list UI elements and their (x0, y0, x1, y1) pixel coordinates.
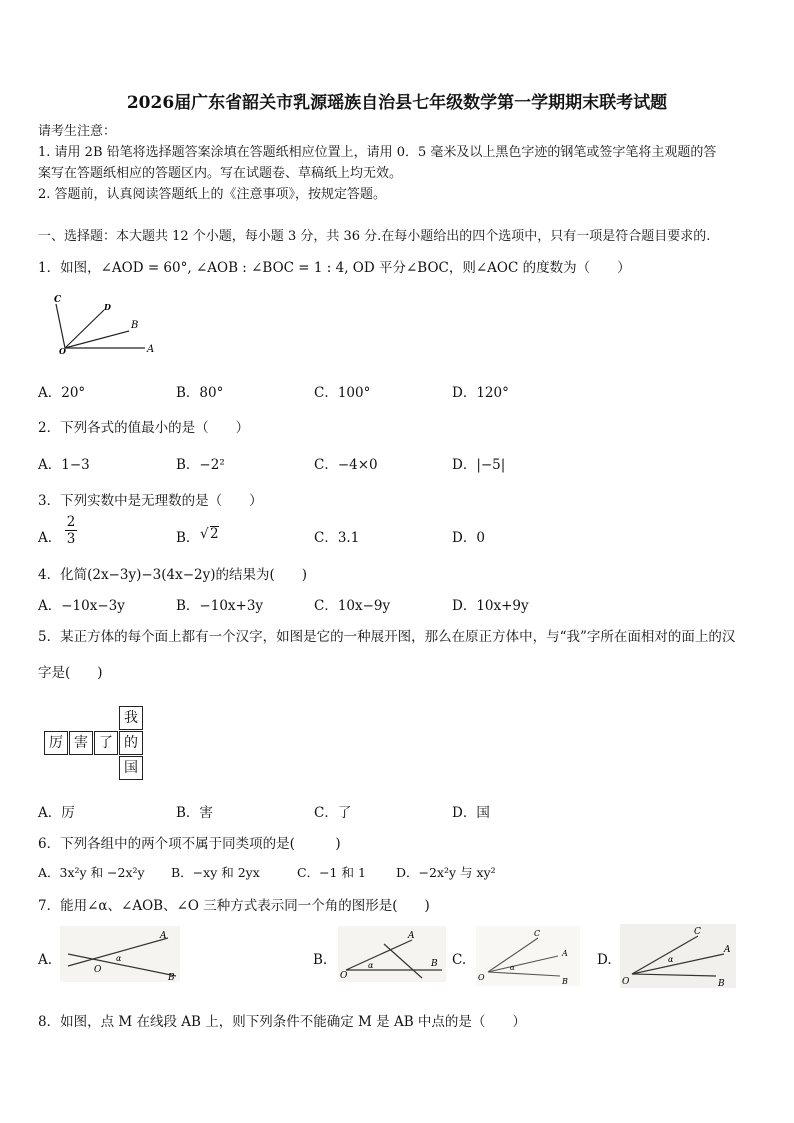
q7a-label-a: A (160, 931, 167, 941)
q7d-label-o: O (622, 977, 630, 987)
q4-option-b: B．−10x+3y (176, 598, 264, 614)
q6-option-c: C．−1 和 1 (297, 865, 366, 880)
q3-stem: 3．下列实数中是无理数的是（ ） (38, 493, 263, 509)
q6-option-d: D．−2x²y 与 xy² (396, 865, 496, 880)
q7-option-b-label: B. (313, 952, 328, 968)
q7b-label-a: A (408, 931, 415, 941)
q3-option-a-fraction (65, 514, 77, 547)
q7b-label-b: B (431, 959, 438, 969)
q1-angle-figure (40, 290, 170, 358)
q7-figure-a (60, 926, 180, 982)
q7-figure-d (620, 924, 736, 988)
net-cell-le: 了 (94, 731, 118, 755)
q4-option-d: D．10x+9y (452, 598, 529, 614)
q5-option-a: A．厉 (38, 805, 75, 821)
q6-stem: 6．下列各组中的两个项不属于同类项的是( ) (38, 836, 341, 852)
q3-option-b-label: B． (176, 530, 200, 546)
q3-option-a-label: A． (38, 530, 62, 546)
q1-label-o: O (59, 346, 66, 356)
net-cell-li: 厉 (44, 731, 68, 755)
q7c-label-a: A (562, 949, 568, 958)
q5-cube-net (44, 706, 148, 782)
q1-stem: 1．如图，∠AOD = 60°, ∠AOB : ∠BOC = 1 : 4, OD 平分∠BOC，则∠AOC 的度数为（ ） (38, 260, 631, 276)
q1-label-d: D (104, 302, 111, 312)
q7d-label-alpha: α (668, 955, 674, 964)
q7c-label-o: O (478, 973, 485, 982)
q6-option-b: B．−xy 和 2yx (171, 865, 260, 880)
q7b-label-alpha: α (368, 961, 374, 970)
q5-stem-line-1: 5．某正方体的每个面上都有一个汉字，如图是它的一种展开图，那么在原正方体中，与“我”字所在面相对的面上的汉 (38, 629, 736, 645)
q2-option-d: D．|−5| (452, 457, 506, 473)
q6-option-a: A．3x²y 和 −2x²y (38, 865, 145, 880)
q1-option-b: B．80° (176, 385, 224, 401)
q7a-label-b: B (168, 973, 175, 982)
q4-option-c: C．10x−9y (314, 598, 391, 614)
q7d-label-a: A (724, 945, 731, 955)
q5-stem-line-2: 字是( ) (38, 665, 103, 681)
q7c-label-alpha: α (510, 964, 515, 972)
q7-option-d-label: D. (597, 952, 612, 968)
q5-option-c: C．了 (314, 805, 352, 821)
net-cell-wo: 我 (119, 706, 143, 730)
q7b-label-o: O (340, 971, 348, 981)
q7-figure-c (476, 926, 580, 986)
q1-label-b: B (131, 320, 139, 331)
q2-option-c: C．−4×0 (314, 457, 378, 473)
q3-sqrt-radicand: 2 (210, 526, 219, 542)
q7c-label-b: B (562, 977, 568, 986)
q3-fraction-numerator: 2 (66, 514, 76, 530)
q7-option-c-label: C. (452, 952, 467, 968)
q7-option-a-label: A. (38, 952, 53, 968)
q4-stem: 4．化简(2x−3y)−3(4x−2y)的结果为( ) (38, 567, 308, 583)
q7a-label-o: O (94, 965, 102, 975)
q7d-label-c: C (694, 927, 701, 937)
net-cell-guo: 国 (119, 756, 143, 780)
q7c-label-c: C (534, 929, 541, 938)
q3-fraction-denominator: 3 (66, 531, 76, 547)
notice-line-1a: 1. 请用 2B 铅笔将选择题答案涂填在答题纸相应位置上，请用 0．5 毫米及以上黑色字迹的钢笔或签字笔将主观题的答 (38, 145, 717, 160)
page-title: 2026届广东省韶关市乳源瑶族自治县七年级数学第一学期期末联考试题 (126, 93, 668, 113)
q5-option-b: B．害 (176, 805, 213, 821)
q4-option-a: A．−10x−3y (38, 598, 125, 614)
q5-option-d: D．国 (452, 805, 490, 821)
q7-figure-b (338, 926, 446, 982)
q7d-label-b: B (718, 979, 725, 988)
q2-option-a: A．1−3 (38, 457, 90, 473)
q1-option-a: A．20° (38, 385, 86, 401)
q1-label-c: C (54, 295, 62, 305)
q7a-label-alpha: α (116, 954, 122, 963)
q7-stem: 7．能用∠α、∠AOB、∠O 三种方式表示同一个角的图形是( ) (38, 898, 430, 914)
q2-option-b: B．−2² (176, 457, 225, 473)
q2-stem: 2．下列各式的值最小的是（ ） (38, 420, 250, 436)
q1-option-d: D．120° (452, 385, 509, 401)
notice-heading: 请考生注意： (38, 124, 117, 139)
net-cell-de: 的 (119, 731, 143, 755)
q3-option-d: D．0 (452, 530, 485, 546)
notice-line-1b: 案写在答题纸相应的答题区内。写在试题卷、草稿纸上均无效。 (38, 166, 403, 181)
q8-stem: 8．如图，点 M 在线段 AB 上，则下列条件不能确定 M 是 AB 中点的是（ ） (38, 1014, 526, 1030)
q1-label-a: A (147, 344, 155, 355)
q3-sqrt-symbol: √ (200, 526, 209, 542)
q1-option-c: C．100° (314, 385, 371, 401)
notice-line-2: 2. 答题前，认真阅读答题纸上的《注意事项》，按规定答题。 (38, 187, 387, 202)
section-heading: 一、选择题：本大题共 12 个小题，每小题 3 分，共 36 分.在每小题给出的四个选项中，只有一项是符合题目要求的. (38, 229, 711, 244)
net-cell-hai: 害 (69, 731, 93, 755)
q3-option-c: C．3.1 (314, 530, 360, 546)
